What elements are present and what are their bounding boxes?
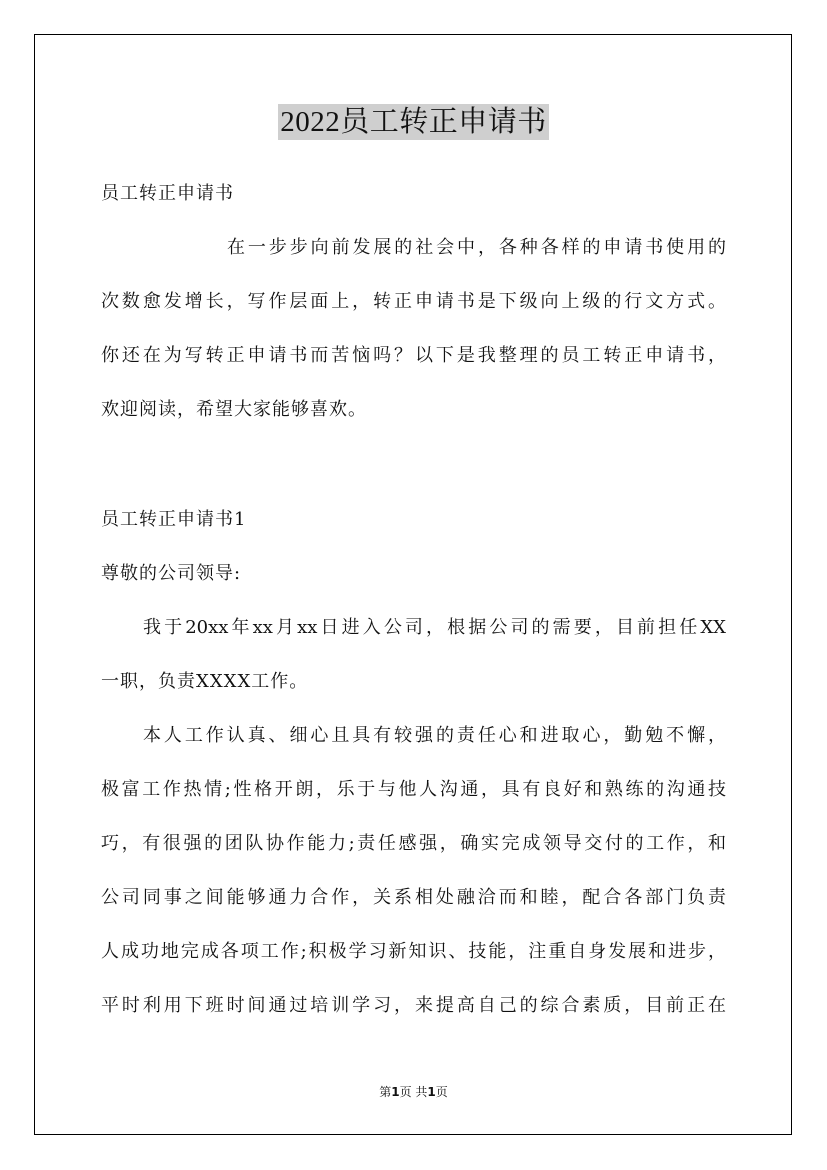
paragraph-line: 极富工作热情;性格开朗，乐于与他人沟通，具有良好和熟练的沟通技 (101, 779, 726, 800)
paragraph-line: 公司同事之间能够通力合作，关系相处融洽而和睦，配合各部门负责 (101, 887, 726, 908)
paragraph-line: 巧，有很强的团队协作能力;责任感强，确实完成领导交付的工作，和 (101, 833, 726, 854)
paragraph-line: 平时利用下班时间通过培训学习，来提高自己的综合素质，目前正在 (101, 995, 726, 1016)
paragraph-line: 一职，负责XXXX工作。 (101, 671, 309, 692)
paragraph-line: 本人工作认真、细心且具有较强的责任心和进取心，勤勉不懈， (143, 725, 726, 746)
footer-page-total: 1 (427, 1085, 436, 1099)
paragraph-line: 我于20xx年xx月xx日进入公司，根据公司的需要，目前担任XX (143, 617, 726, 638)
document-title: 2022员工转正申请书 (280, 106, 547, 138)
intro-line: 你还在为写转正申请书而苦恼吗？以下是我整理的员工转正申请书， (101, 345, 726, 366)
document-subtitle: 员工转正申请书 (101, 183, 234, 204)
page-footer (0, 1084, 827, 1100)
footer-page-number: 1 (391, 1085, 400, 1099)
intro-line: 次数愈发增长，写作层面上，转正申请书是下级向上级的行文方式。 (101, 291, 726, 312)
intro-line: 在一步步向前发展的社会中，各种各样的申请书使用的 (227, 237, 726, 258)
title-container (0, 104, 827, 140)
section-heading: 员工转正申请书1 (101, 509, 247, 530)
footer-prefix: 第 (379, 1085, 392, 1099)
paragraph-line: 人成功地完成各项工作;积极学习新知识、技能，注重自身发展和进步， (101, 941, 726, 962)
footer-mid: 页 共 (399, 1085, 428, 1099)
footer-suffix: 页 (435, 1085, 448, 1099)
salutation: 尊敬的公司领导: (101, 563, 242, 584)
intro-line: 欢迎阅读，希望大家能够喜欢。 (101, 399, 367, 420)
